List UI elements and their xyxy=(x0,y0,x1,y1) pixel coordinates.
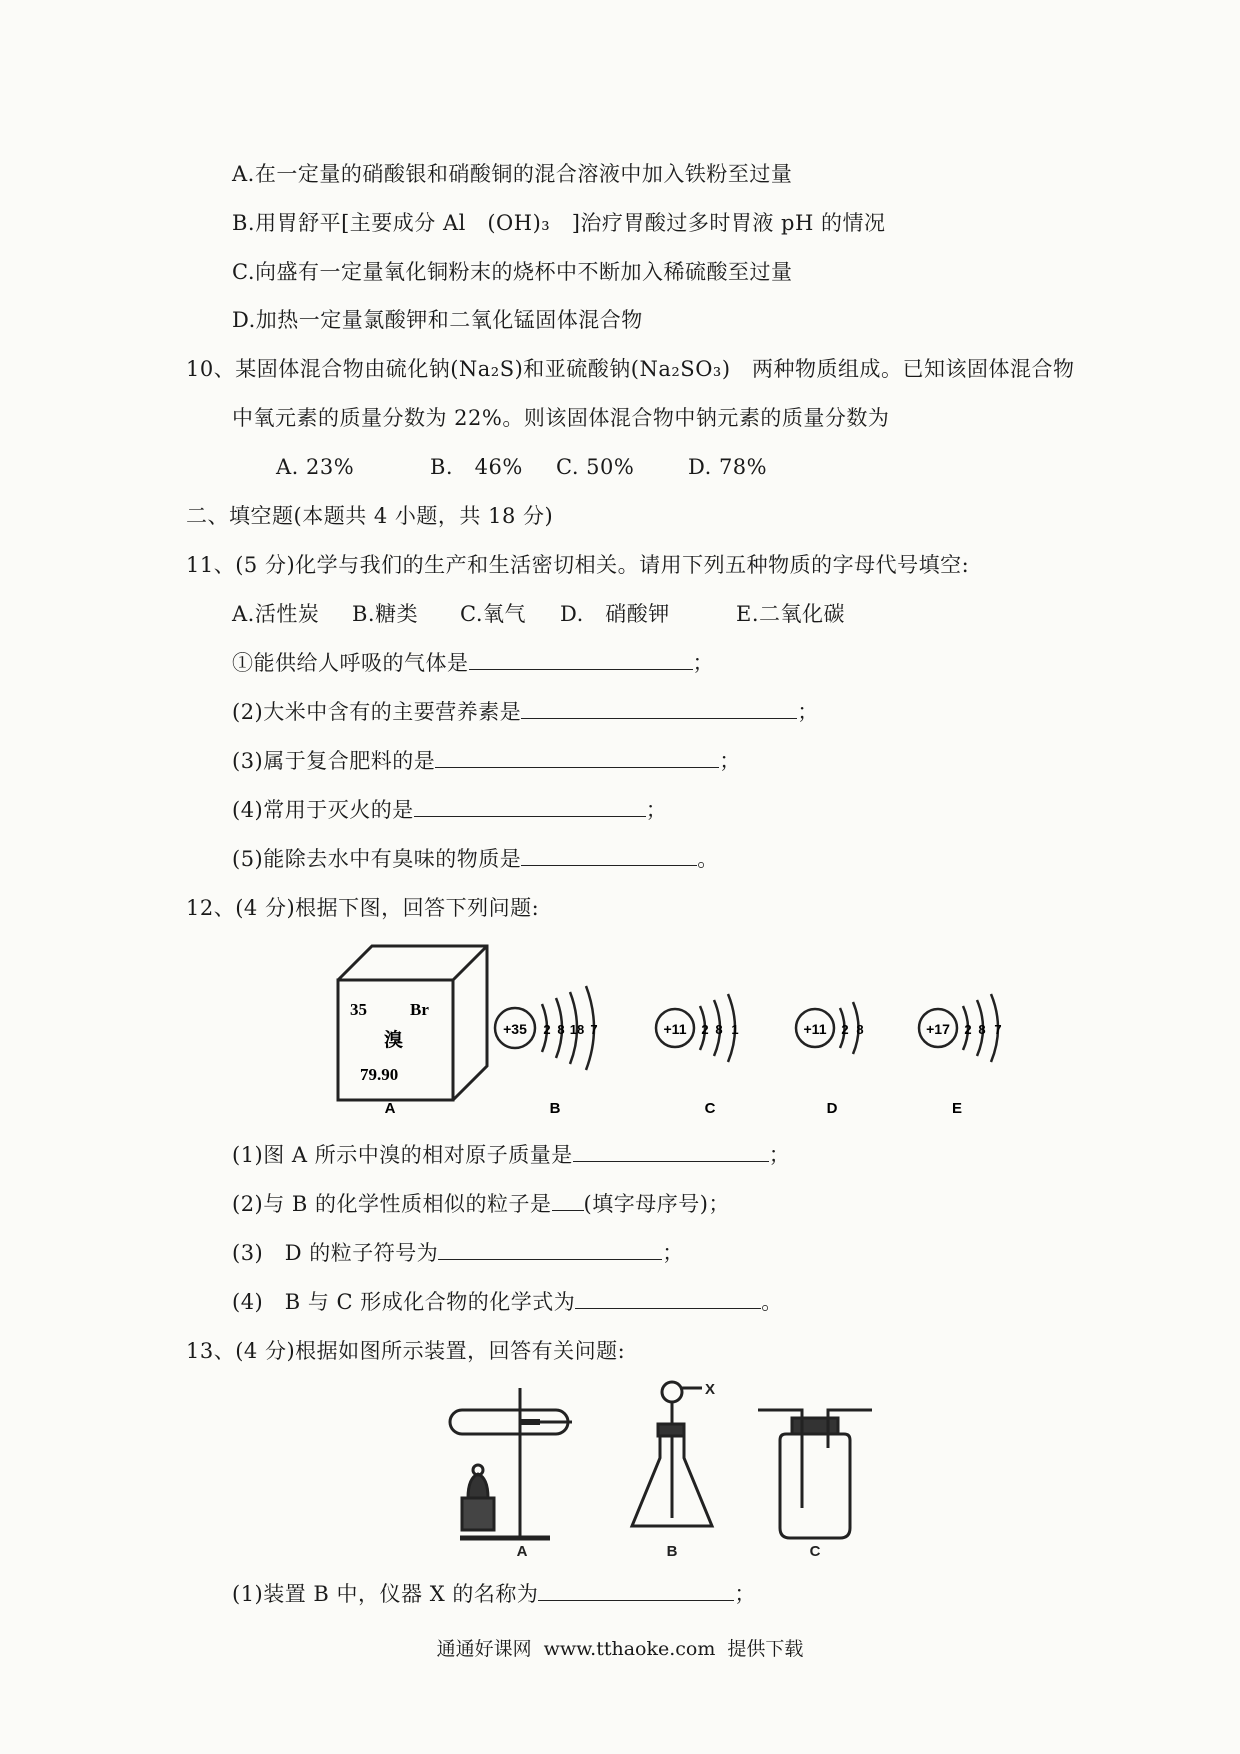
tile-atomic-number: 35 xyxy=(350,1000,367,1019)
instrument-x-label: X xyxy=(705,1381,716,1398)
tile-atomic-mass: 79.90 xyxy=(360,1065,399,1084)
q11-item: (4)常用于灭火的是 ； xyxy=(232,798,668,822)
figure-label-c: C xyxy=(704,1100,716,1117)
q12-stem: 12、(4 分)根据下图，回答下列问题: xyxy=(186,896,540,920)
answer-blank[interactable] xyxy=(469,649,693,670)
shell-count: 2 xyxy=(701,1022,709,1037)
answer-blank[interactable] xyxy=(538,1580,734,1601)
q11-item: ①能供给人呼吸的气体是 ； xyxy=(232,651,714,675)
footer-url[interactable]: www.tthaoke.com xyxy=(543,1638,716,1660)
answer-blank[interactable] xyxy=(435,747,719,768)
q9-option-a: A.在一定量的硝酸银和硝酸铜的混合溶液中加入铁粉至过量 xyxy=(232,162,793,186)
q10-option-d: D. 78% xyxy=(688,455,768,479)
q12-figure-svg xyxy=(330,940,1030,1120)
tile-symbol: Br xyxy=(410,1000,429,1019)
atom-d-nucleus: +11 xyxy=(803,1021,827,1037)
apparatus-b xyxy=(632,1382,712,1526)
apparatus-a xyxy=(450,1388,572,1538)
figure-label-e: E xyxy=(951,1100,963,1117)
q12-item: (4) B 与 C 形成化合物的化学式为 。 xyxy=(232,1290,783,1314)
q11-choice-e: E.二氧化碳 xyxy=(736,602,846,626)
shell-count: 18 xyxy=(569,1022,585,1037)
answer-blank[interactable] xyxy=(414,796,646,817)
q10-option-c: C. 50% xyxy=(556,455,635,479)
section-heading: 二、填空题(本题共 4 小题，共 18 分) xyxy=(186,504,554,528)
footer-note: 提供下载 xyxy=(727,1638,804,1660)
q11-choice-a: A.活性炭 xyxy=(232,602,320,626)
q10-option-a: A. 23% xyxy=(276,455,355,479)
q12-atom-figure xyxy=(330,940,1030,1120)
q12-item: (2)与 B 的化学性质相似的粒子是 (填字母序号)； xyxy=(232,1192,730,1216)
shell-count: 8 xyxy=(856,1022,864,1037)
shell-count: 7 xyxy=(994,1022,1002,1037)
answer-blank[interactable] xyxy=(521,698,797,719)
atom-d xyxy=(796,1002,864,1054)
q11-item: (5)能除去水中有臭味的物质是 。 xyxy=(232,847,719,871)
q11-choice-b: B.糖类 xyxy=(352,602,419,626)
shell-count: 7 xyxy=(590,1022,598,1037)
q13-figure-svg xyxy=(440,1378,910,1558)
q10-option-b: B. 46% xyxy=(430,455,523,479)
figure-label-a: A xyxy=(384,1100,396,1117)
q9-option-c: C.向盛有一定量氧化铜粉末的烧杯中不断加入稀硫酸至过量 xyxy=(232,260,793,284)
atom-c xyxy=(656,994,739,1062)
shell-count: 1 xyxy=(731,1022,739,1037)
shell-count: 2 xyxy=(964,1022,972,1037)
q13-stem: 13、(4 分)根据如图所示装置，回答有关问题: xyxy=(186,1339,626,1363)
q11-choices xyxy=(232,600,845,628)
shell-count: 8 xyxy=(715,1022,723,1037)
figure-label-b: B xyxy=(549,1100,561,1117)
q10-stem-line1: 10、某固体混合物由硫化钠(Na₂S)和亚硫酸钠(Na₂SO₃) 两种物质组成。已知该固体混合物 xyxy=(186,357,1075,381)
q9-option-b: B.用胃舒平[主要成分 Al (OH)₃ ]治疗胃酸过多时胃液 pH 的情况 xyxy=(232,211,886,235)
atom-c-nucleus: +11 xyxy=(663,1021,687,1037)
q12-item: (1)图 A 所示中溴的相对原子质量是 ； xyxy=(232,1143,791,1167)
q10-options xyxy=(276,453,767,481)
answer-blank[interactable] xyxy=(521,845,697,866)
q13-item: (1)装置 B 中，仪器 X 的名称为 ； xyxy=(232,1582,756,1606)
q10-stem-line2: 中氧元素的质量分数为 22%。则该固体混合物中钠元素的质量分数为 xyxy=(232,406,890,430)
q11-choice-c: C.氧气 xyxy=(460,602,526,626)
answer-blank[interactable] xyxy=(552,1190,584,1211)
shell-count: 2 xyxy=(543,1022,551,1037)
footer-site-name: 通通好课网 xyxy=(436,1638,532,1660)
shell-count: 8 xyxy=(557,1022,565,1037)
atom-e xyxy=(919,994,1002,1062)
tile-element-name: 溴 xyxy=(384,1029,404,1051)
shell-count: 8 xyxy=(978,1022,986,1037)
page-footer xyxy=(0,1636,1240,1662)
answer-blank[interactable] xyxy=(438,1239,662,1260)
figure-label-c: C xyxy=(809,1543,821,1558)
figure-label-a: A xyxy=(516,1543,528,1558)
atom-b-nucleus: +35 xyxy=(503,1021,527,1037)
figure-label-d: D xyxy=(826,1100,838,1117)
answer-blank[interactable] xyxy=(575,1288,761,1309)
q11-stem: 11、(5 分)化学与我们的生产和生活密切相关。请用下列五种物质的字母代号填空: xyxy=(186,553,970,577)
apparatus-c xyxy=(758,1410,872,1538)
atom-e-nucleus: +17 xyxy=(926,1021,950,1037)
q13-apparatus-figure xyxy=(440,1378,910,1558)
q11-item: (2)大米中含有的主要营养素是 ； xyxy=(232,700,819,724)
q11-item: (3)属于复合肥料的是 ； xyxy=(232,749,741,773)
figure-label-b: B xyxy=(666,1543,678,1558)
shell-count: 2 xyxy=(841,1022,849,1037)
atom-b xyxy=(495,986,598,1070)
answer-blank[interactable] xyxy=(573,1141,769,1162)
q11-choice-d: D. 硝酸钾 xyxy=(560,602,670,626)
q9-option-d: D.加热一定量氯酸钾和二氧化锰固体混合物 xyxy=(232,308,643,332)
q12-item: (3) D 的粒子符号为 ； xyxy=(232,1241,684,1265)
